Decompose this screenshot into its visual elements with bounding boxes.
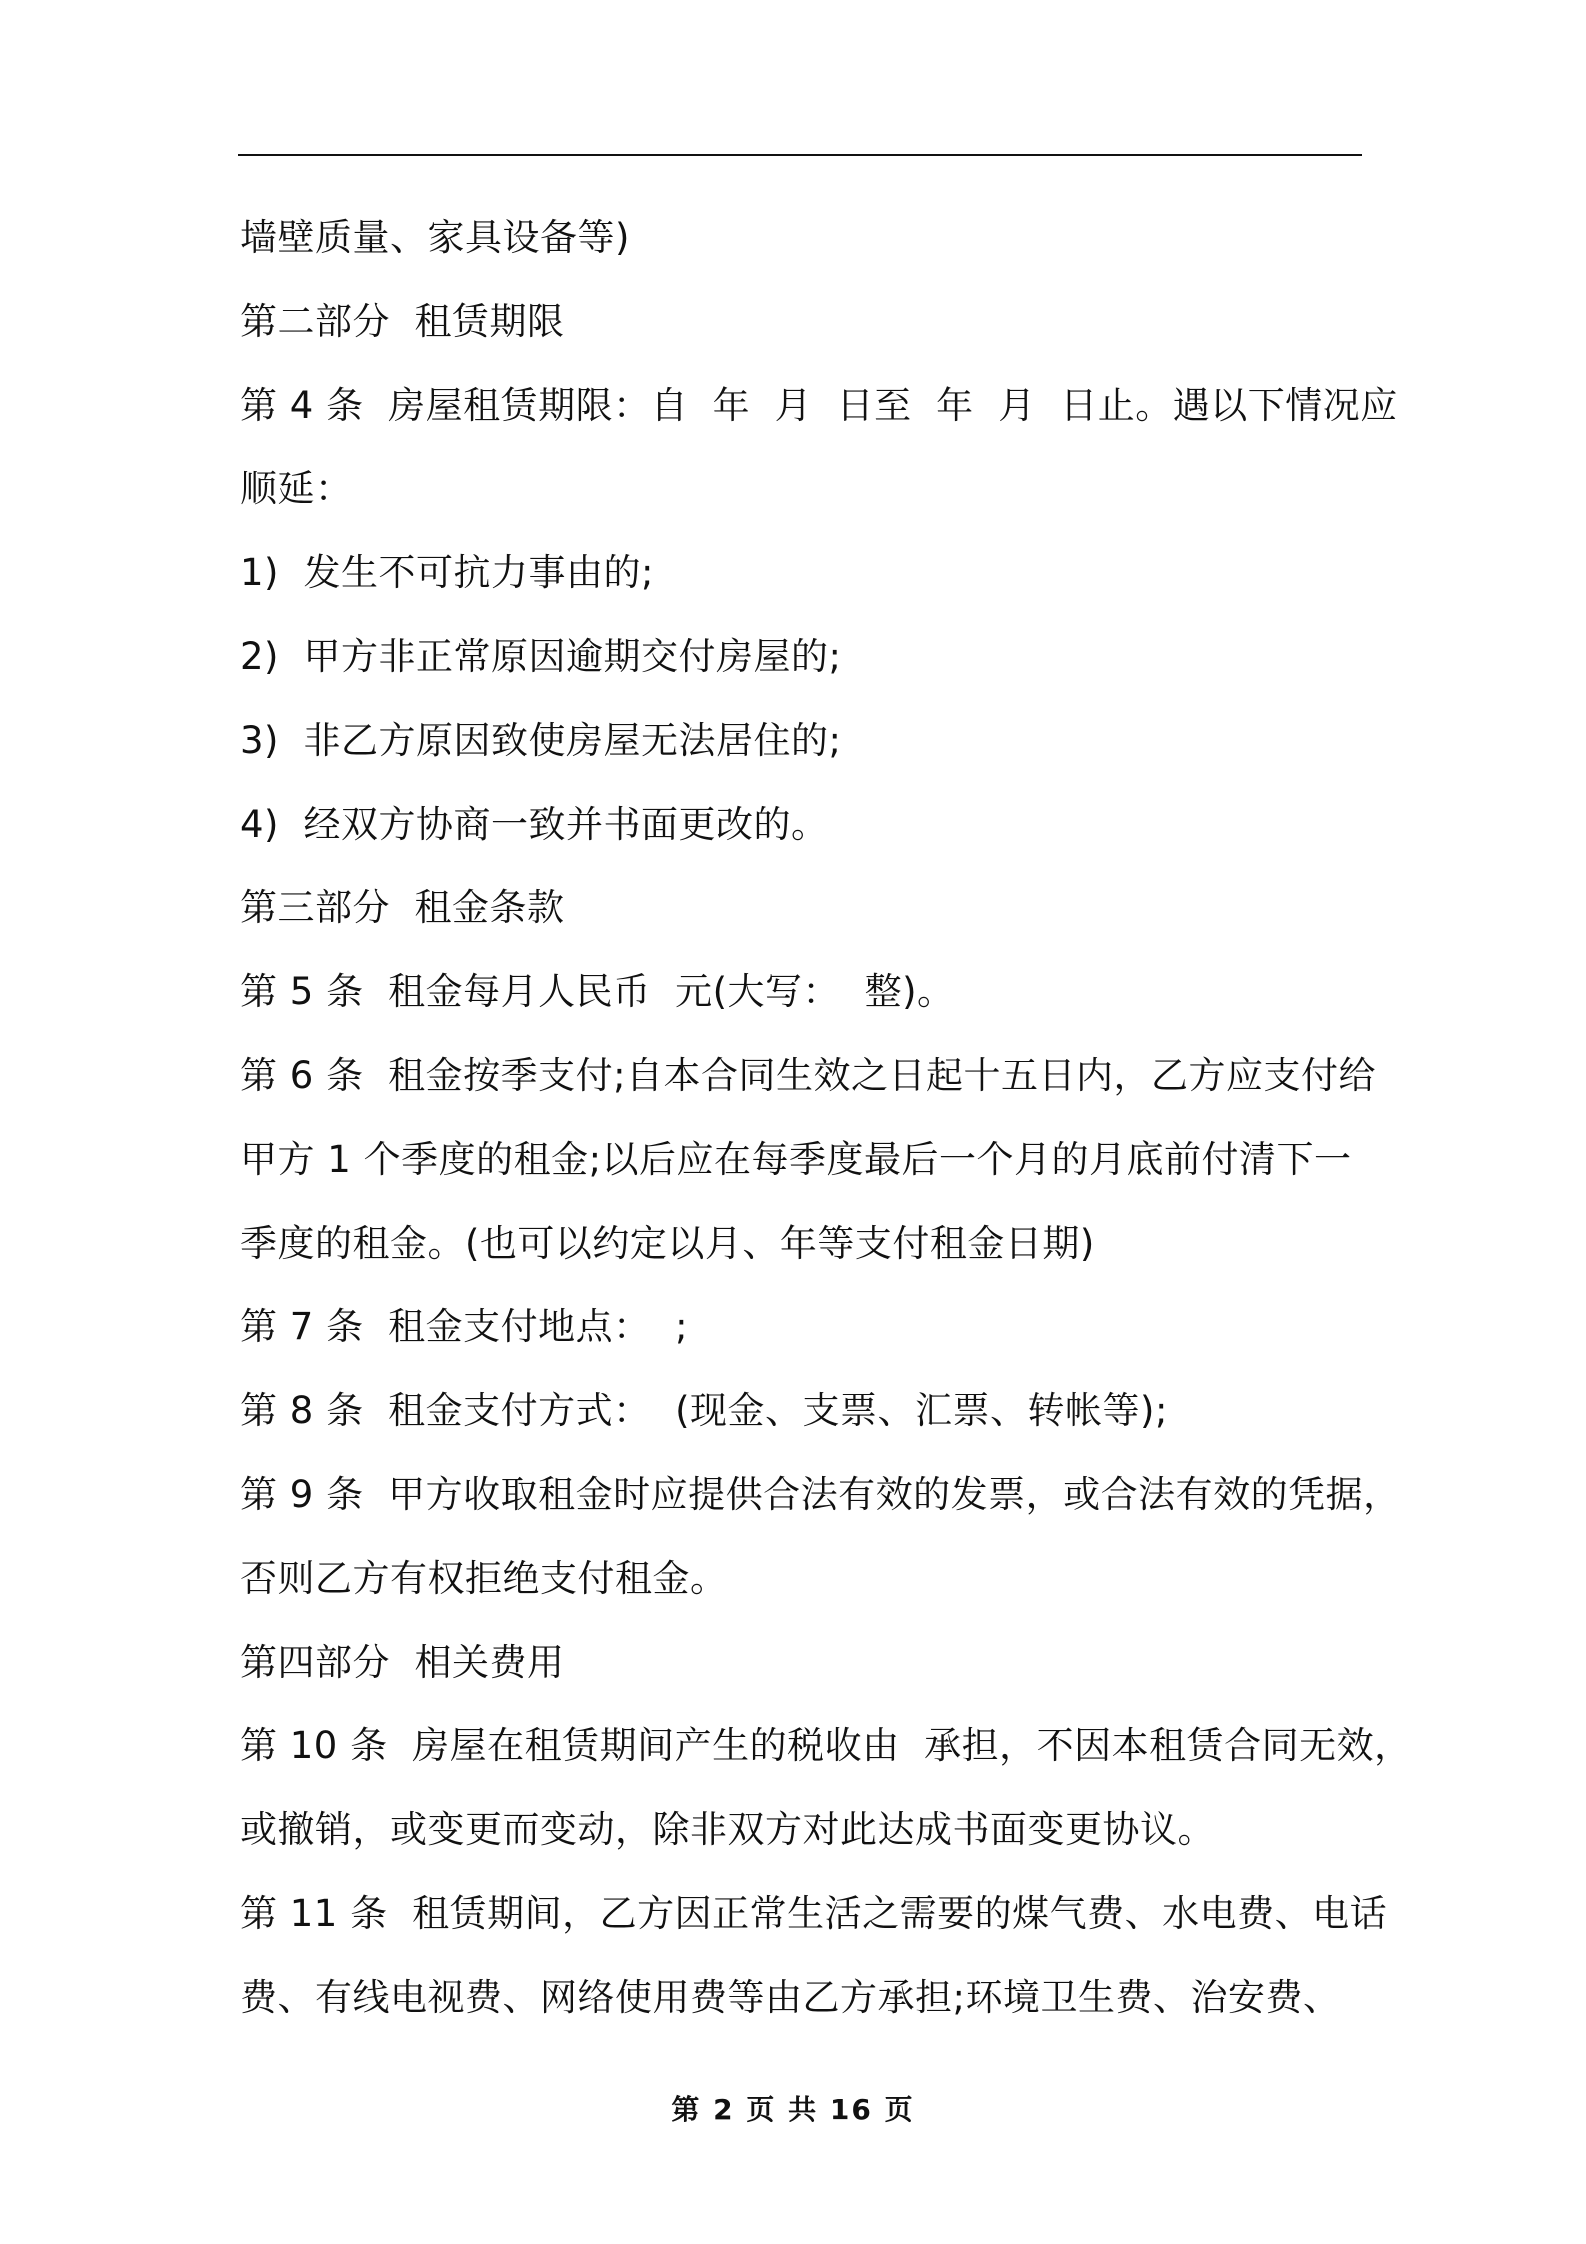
- text-line: 第 4 条 房屋租赁期限：自 年 月 日至 年 月 日止。遇以下情况应: [240, 383, 1398, 427]
- text-line: 顺延：: [240, 467, 353, 511]
- text-line: 第 8 条 租金支付方式： (现金、支票、汇票、转帐等);: [240, 1389, 1168, 1433]
- list-item: 2) 甲方非正常原因逾期交付房屋的;: [240, 634, 842, 678]
- text-line: 或撤销，或变更而变动，除非双方对此达成书面变更协议。: [240, 1808, 1215, 1852]
- text-line: 第 9 条 甲方收取租金时应提供合法有效的发票，或合法有效的凭据，: [240, 1472, 1401, 1516]
- text-line: 第 11 条 租赁期间，乙方因正常生活之需要的煤气费、水电费、电话: [240, 1891, 1388, 1935]
- text-line: 季度的租金。(也可以约定以月、年等支付租金日期): [240, 1221, 1095, 1265]
- section-heading: 第三部分 租金条款: [240, 886, 565, 930]
- list-item: 1) 发生不可抗力事由的;: [240, 551, 654, 595]
- list-item: 3) 非乙方原因致使房屋无法居住的;: [240, 718, 842, 762]
- text-line: 第 7 条 租金支付地点： ;: [240, 1305, 689, 1349]
- text-line: 费、有线电视费、网络使用费等由乙方承担;环境卫生费、治安费、: [240, 1975, 1341, 2019]
- text-line: 甲方 1 个季度的租金;以后应在每季度最后一个月的月底前付清下一: [240, 1137, 1352, 1181]
- header-rule: [238, 154, 1362, 156]
- section-heading: 第四部分 相关费用: [240, 1640, 565, 1684]
- text-line: 第 6 条 租金按季支付;自本合同生效之日起十五日内，乙方应支付给: [240, 1053, 1377, 1097]
- text-line: 墙壁质量、家具设备等): [240, 216, 630, 259]
- page-number: 第 2 页 共 16 页: [671, 2093, 915, 2126]
- section-heading: 第二部分 租赁期限: [240, 299, 565, 343]
- text-line: 否则乙方有权拒绝支付租金。: [240, 1556, 728, 1600]
- list-item: 4) 经双方协商一致并书面更改的。: [240, 802, 829, 846]
- document-body: [240, 196, 1412, 2040]
- text-line: 第 5 条 租金每月人民币 元(大写： 整)。: [240, 970, 955, 1014]
- text-line: 第 10 条 房屋在租赁期间产生的税收由 承担，不因本租赁合同无效，: [240, 1724, 1412, 1768]
